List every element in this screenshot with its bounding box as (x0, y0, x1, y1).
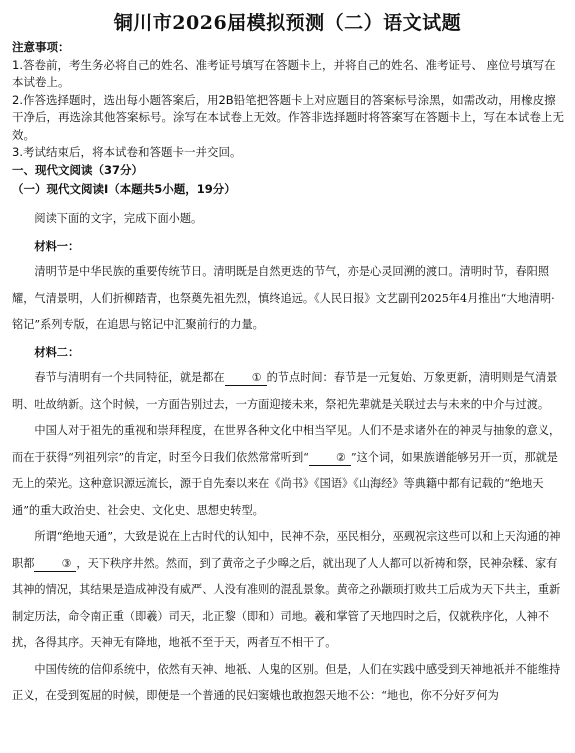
notice-heading: 注意事项： (12, 40, 70, 54)
notice-item-1: 1.答卷前，考生务必将自己的姓名、准考证号填写在答题卡上，并将自己的姓名、准考证号、 座位号填写在本试卷上。 (12, 57, 556, 89)
subsection-heading: （一）现代文阅读Ⅰ（本题共5小题，19分） (12, 182, 236, 196)
material-two-heading: 材料二： (34, 344, 80, 359)
paragraph-text: ，天下秩序井然。然而，到了黄帝之子少暤之后，就出现了人人都可以祈祷和祭，民神杂糅、家有其神的情况，其结果是造成神没有威严、人没有准则的混乱景象。黄帝之孙颛顼打败共工后成为天下共主，重新制定历法，命令南正重（即羲）司天，北正黎（即和）司地。羲和掌管了天地四时之后，仅就秩序化，人神不扰，各得其序。天神无有降地，地祇不至于天，两者互不相干了。 (12, 556, 561, 649)
notice-section (12, 39, 564, 199)
paragraph-text: 中国人对于祖先的重视和崇拜程度，在世界各种文化中相当罕见。人们不是求诸外在的神灵与抽象的意义，而在于获得“列祖列宗”的肯定，时至今日我们依然常常听到“ (12, 424, 561, 464)
exam-title: 铜川市2026届模拟预测（二）语文试题 (113, 12, 462, 34)
notice-item-3: 3.考试结束后，将本试卷和答题卡一并交回。 (12, 145, 242, 159)
reading-instruction: 阅读下面的文字，完成下面小题。 (34, 212, 203, 225)
material-two-paragraph-4: 中国传统的信仰系统中，依然有天神、地祇、人鬼的区别。但是，人们在实践中感受到天神地祇并不能维持正义，在受到冤屈的时候，即便是一个普通的民妇窦娥也敢抱怨天地不公：“地也，你不分好歹何为 (12, 662, 561, 702)
fill-blank-3: ③ (34, 557, 76, 572)
material-two-paragraph-2 (12, 418, 564, 524)
paragraph-text: 所谓“绝地天通”，大致是说在上古时代的认知中，民神不杂，巫民相分，巫觋祝宗这些可以和上天沟通的神职都 (12, 530, 561, 570)
paragraph-text: 春节与清明有一个共同特征，就是都在 (34, 371, 225, 384)
material-one-paragraph: 清明节是中华民族的重要传统节日。清明既是自然更迭的节气，亦是心灵回溯的渡口。清明时节，春阳照耀，气清景明，人们折柳踏青，也祭奠先祖先烈，慎终追远。《人民日报》文艺副刊2025年4月推出“大地清明·铭记”系列专版，在追思与铭记中汇聚前行的力量。 (12, 265, 555, 331)
fill-blank-2: ② (309, 451, 351, 466)
material-two-paragraph-3 (12, 524, 564, 657)
section-heading: 一、现代文阅读（37分） (12, 162, 144, 177)
fill-blank-1: ① (225, 371, 267, 386)
material-two-paragraph-1 (12, 365, 564, 418)
passage (12, 206, 564, 710)
paragraph-text: 的节点时间：春节是一元复始、万象更新，清明则是气清景明、吐故纳新。这个时候，一方面告别过去，一方面迎接未来，祭祀先辈就是关联过去与未来的中介与过渡。 (12, 371, 558, 411)
notice-item-2: 2.作答选择题时，选出每小题答案后，用2B铅笔把答题卡上对应题目的答案标号涂黑，如需改动，用橡皮擦干净后，再选涂其他答案标号。涂写在本试卷上无效。作答非选择题时将答案写在答题卡上，写在本试卷上无效。 (12, 92, 564, 142)
material-one-heading: 材料一： (34, 238, 80, 253)
paragraph-text: ”这个词，如果族谱能够另开一页，那就是无上的荣光。这种意识源远流长，源于自先秦以来在《尚书》《国语》《山海经》等典籍中都有记载的“绝地天通”的重大政治史、社会史、文化史、思想史转型。 (12, 450, 558, 517)
